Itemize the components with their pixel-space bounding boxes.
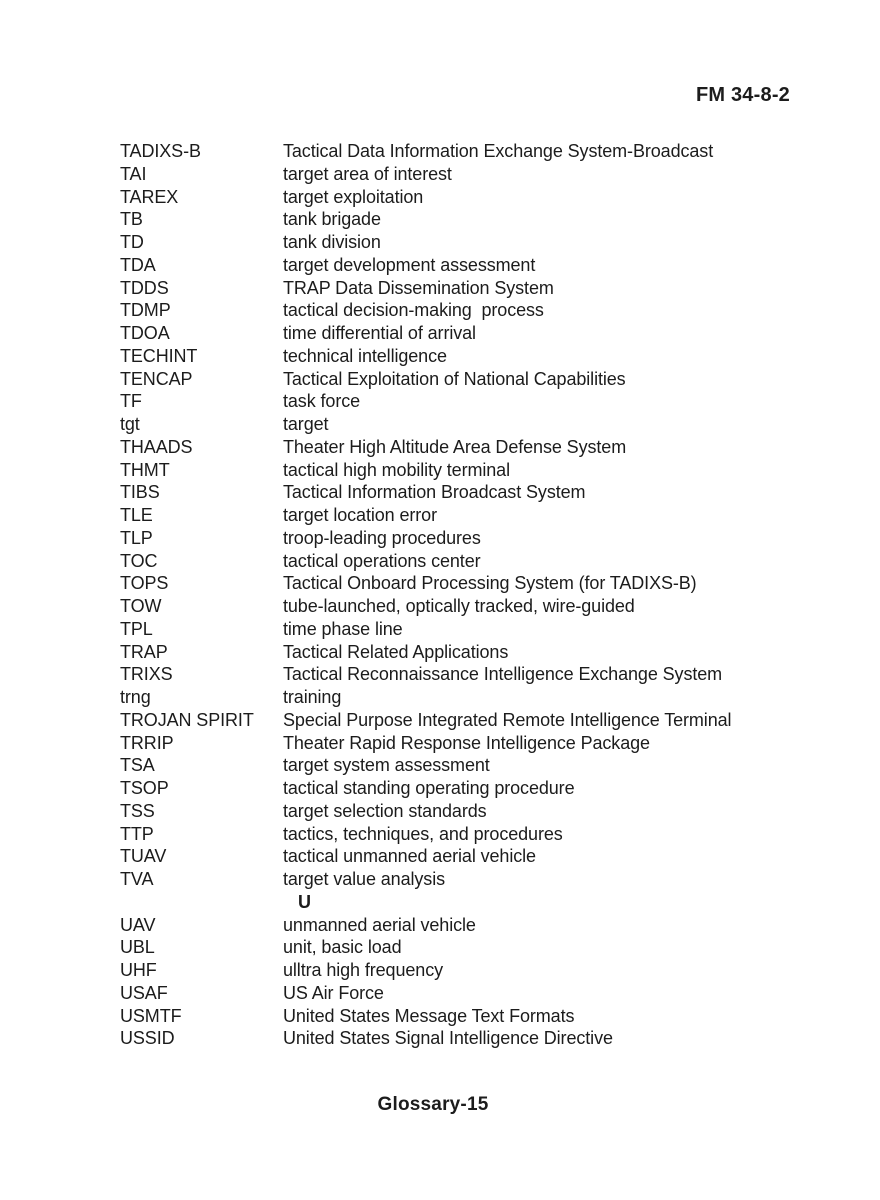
glossary-term: THMT: [120, 459, 170, 480]
glossary-entry: [120, 299, 820, 322]
glossary-term: TSS: [120, 800, 155, 821]
glossary-entry: [120, 914, 820, 937]
glossary-term: TSA: [120, 755, 155, 776]
glossary-definition: Tactical Data Information Exchange System-Broadcast: [283, 141, 714, 161]
glossary-entry: [120, 208, 820, 231]
glossary-entry: [120, 1027, 820, 1050]
glossary-definition: unmanned aerial vehicle: [283, 914, 476, 935]
glossary-term: TB: [120, 209, 143, 230]
glossary-definition: technical intelligence: [283, 345, 447, 366]
glossary-entry: [120, 959, 820, 982]
glossary-definition: ulltra high frequency: [283, 960, 443, 980]
glossary-definition: target location error: [283, 505, 437, 525]
glossary-term: TRRIP: [120, 732, 174, 753]
glossary-term: TUAV: [120, 846, 167, 867]
glossary-definition: target value analysis: [283, 869, 445, 889]
glossary-term: TLE: [120, 505, 153, 525]
glossary-term: USMTF: [120, 1005, 182, 1026]
glossary-term: THAADS: [120, 436, 193, 457]
glossary-definition: Tactical Related Applications: [283, 641, 509, 662]
glossary-entry: [120, 390, 820, 413]
glossary-definition: tactical operations center: [283, 550, 481, 571]
glossary-definition: Tactical Reconnaissance Intelligence Exchange System: [283, 664, 723, 685]
glossary-definition: target: [283, 414, 329, 434]
glossary-entry: [120, 550, 820, 573]
glossary-entry: [120, 436, 820, 459]
glossary-term: USSID: [120, 1028, 175, 1049]
glossary-term: TRIXS: [120, 664, 173, 685]
glossary-definition: Theater High Altitude Area Defense System: [283, 436, 627, 457]
glossary-entry: [120, 754, 820, 777]
glossary-entry: [120, 504, 820, 527]
glossary-entry: [120, 982, 820, 1005]
glossary-term: TECHINT: [120, 345, 198, 366]
glossary-term: TDA: [120, 254, 156, 275]
document-header: FM 34-8-2: [695, 84, 790, 106]
glossary-entry: [120, 413, 820, 436]
glossary-definition: tactical unmanned aerial vehicle: [283, 846, 536, 867]
page-footer: Glossary-15: [377, 1094, 489, 1115]
glossary-definition: tank brigade: [283, 209, 381, 230]
glossary-term: TDDS: [120, 277, 169, 298]
glossary-entry: [120, 186, 820, 209]
glossary-term: UAV: [120, 914, 156, 935]
glossary-definition: TRAP Data Dissemination System: [283, 277, 554, 298]
glossary-definition: Theater Rapid Response Intelligence Package: [283, 732, 650, 753]
glossary-term: TLP: [120, 527, 153, 548]
glossary-term: TENCAP: [120, 368, 193, 389]
glossary-definition: target selection standards: [283, 800, 487, 821]
glossary-entry: [120, 800, 820, 823]
glossary-entry: [120, 572, 820, 595]
glossary-term: tgt: [120, 414, 140, 434]
glossary-entry: [120, 322, 820, 345]
glossary-entry: [120, 231, 820, 254]
glossary-entry: [120, 709, 820, 732]
glossary-term: TROJAN SPIRIT: [120, 709, 254, 730]
glossary-definition: time phase line: [283, 618, 403, 639]
glossary-entry: [120, 663, 820, 686]
glossary-definition: troop-leading procedures: [283, 527, 481, 548]
glossary-entry: [120, 595, 820, 618]
glossary-term: TAREX: [120, 186, 179, 207]
glossary-definition: training: [283, 687, 342, 707]
glossary-entry: [120, 1005, 820, 1028]
glossary-entry: [120, 163, 820, 186]
glossary-entry: [120, 845, 820, 868]
glossary-definition: tactical standing operating procedure: [283, 778, 575, 798]
glossary-definition: target area of interest: [283, 163, 452, 184]
glossary-entry: [120, 481, 820, 504]
glossary-definition: tactical high mobility terminal: [283, 459, 510, 480]
glossary-term: UBL: [120, 937, 155, 958]
glossary-definition: task force: [283, 391, 361, 412]
glossary-definition: tank division: [283, 232, 381, 252]
glossary-entry: [120, 277, 820, 300]
glossary-definition: Tactical Onboard Processing System (for TADIXS-B): [283, 573, 697, 594]
glossary-term: TD: [120, 232, 144, 252]
glossary-entry: [120, 618, 820, 641]
glossary-entry: [120, 777, 820, 800]
glossary-entry: [120, 368, 820, 391]
glossary-definition: US Air Force: [283, 982, 384, 1003]
glossary-definition: unit, basic load: [283, 937, 402, 958]
glossary-entry: [120, 459, 820, 482]
glossary-definition: Tactical Exploitation of National Capabilities: [283, 368, 626, 389]
glossary-term: TPL: [120, 618, 153, 639]
glossary-entry: [120, 823, 820, 846]
glossary-entry: [120, 641, 820, 664]
glossary-entry: [120, 140, 820, 163]
glossary-definition: Special Purpose Integrated Remote Intelligence Terminal: [283, 709, 732, 730]
glossary-term: trng: [120, 687, 151, 707]
glossary-term: TRAP: [120, 641, 168, 662]
glossary-term: TADIXS-B: [120, 141, 201, 161]
glossary-term: TAI: [120, 163, 147, 184]
glossary-entry: [120, 345, 820, 368]
glossary-definition: target system assessment: [283, 755, 490, 776]
glossary-entry: [120, 868, 820, 891]
glossary-definition: tactical decision-making process: [283, 300, 544, 321]
glossary-term: TOPS: [120, 573, 169, 594]
glossary-definition: tactics, techniques, and procedures: [283, 823, 563, 844]
glossary-term: TTP: [120, 823, 154, 844]
glossary-term: TDMP: [120, 300, 171, 321]
glossary-term: TVA: [120, 869, 154, 889]
glossary-entry: [120, 732, 820, 755]
glossary-term: TOC: [120, 550, 158, 571]
glossary-definition: United States Message Text Formats: [283, 1005, 575, 1026]
glossary-definition: tube-launched, optically tracked, wire-guided: [283, 596, 635, 616]
glossary-definition: target development assessment: [283, 254, 536, 275]
glossary-term: TDOA: [120, 323, 170, 343]
glossary-term: TF: [120, 391, 142, 412]
glossary-entry: [120, 936, 820, 959]
glossary-entry: [120, 686, 820, 709]
glossary-section-heading: U: [298, 891, 311, 912]
glossary-entry: [120, 527, 820, 550]
glossary-term: TIBS: [120, 482, 160, 503]
glossary-term: TOW: [120, 596, 162, 616]
glossary-list: [120, 140, 820, 1050]
glossary-term: USAF: [120, 982, 168, 1003]
glossary-definition: Tactical Information Broadcast System: [283, 482, 586, 503]
glossary-definition: United States Signal Intelligence Directive: [283, 1028, 613, 1049]
glossary-entry: [120, 254, 820, 277]
glossary-definition: time differential of arrival: [283, 323, 476, 343]
glossary-term: TSOP: [120, 778, 169, 798]
glossary-term: UHF: [120, 960, 157, 980]
glossary-definition: target exploitation: [283, 186, 424, 207]
